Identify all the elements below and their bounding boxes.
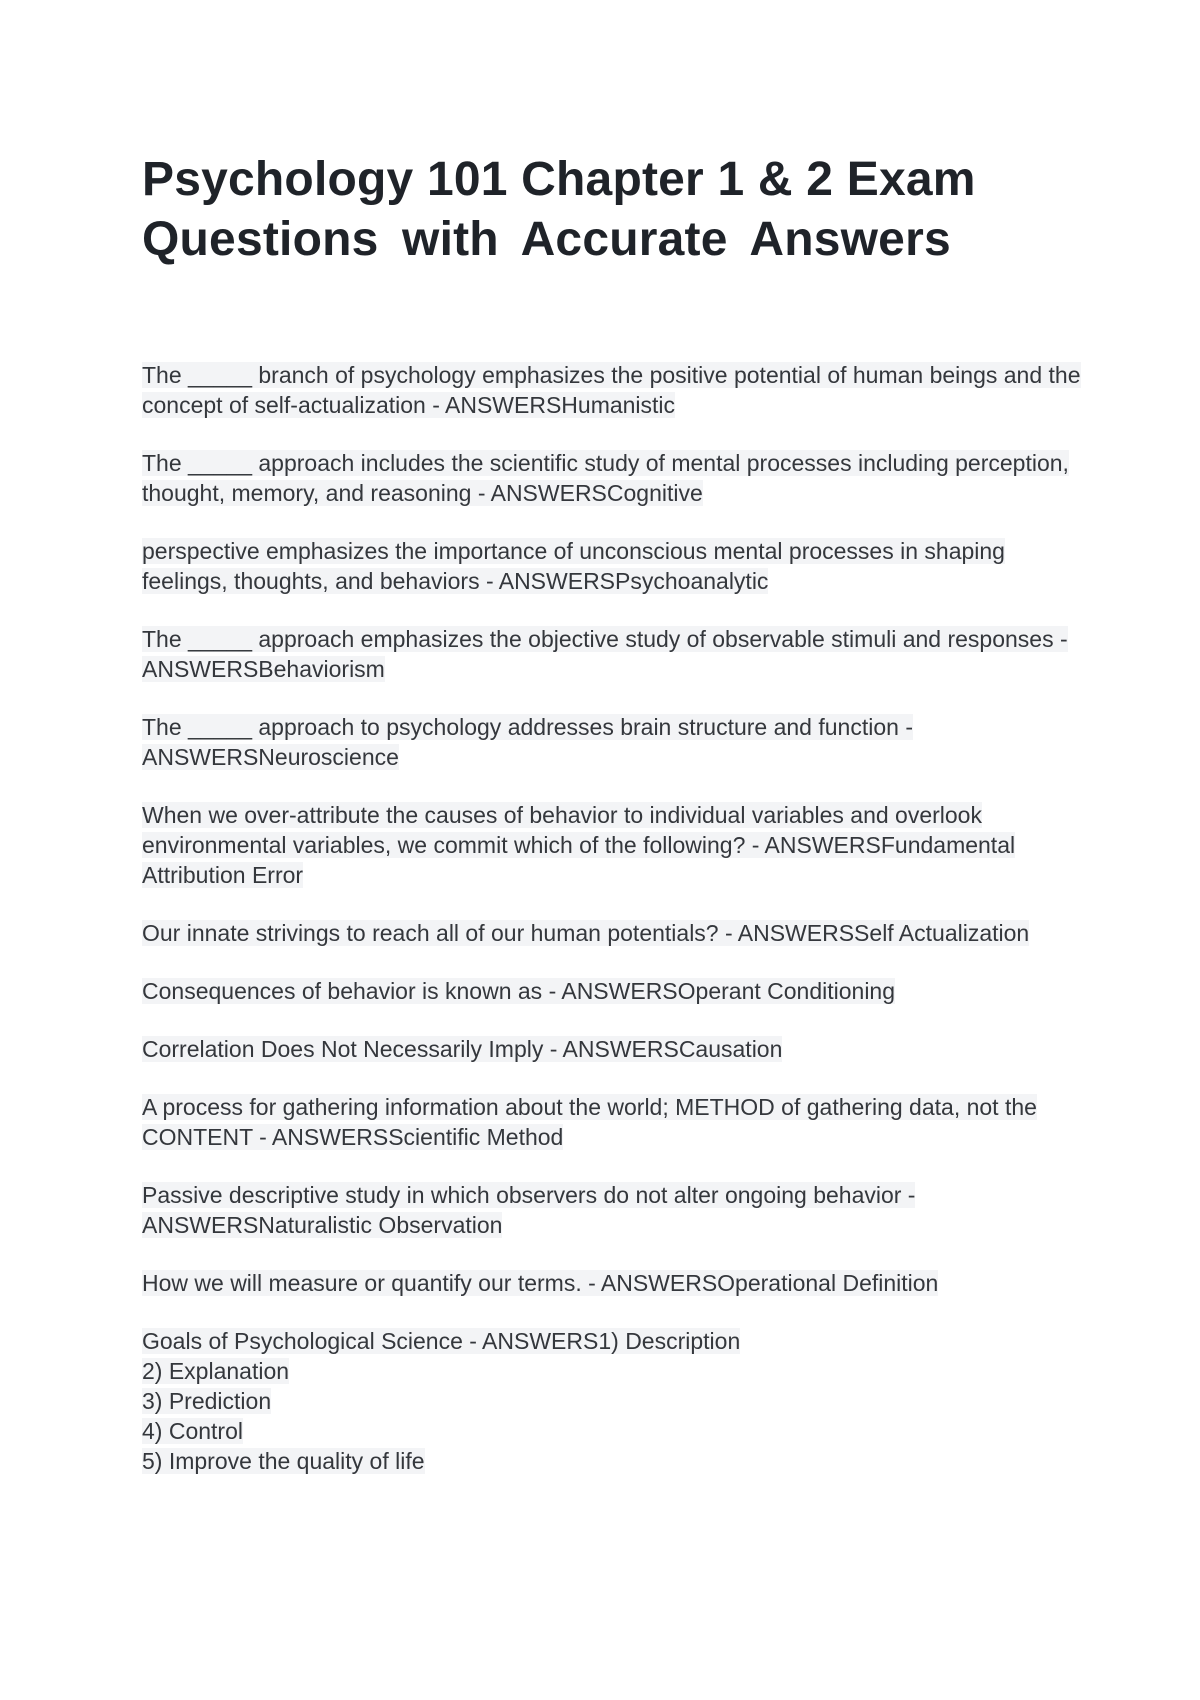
qa-text: How we will measure or quantify our terms. - ANSWERSOperational Definition [142,1270,939,1296]
qa-text: Consequences of behavior is known as - ANSWERSOperant Conditioning [142,978,896,1004]
goals-item [142,1326,1082,1476]
qa-text: The _____ approach includes the scientific study of mental processes including perception, thought, memory, and reasoning - ANSWERSCognitive [142,450,1069,506]
qa-text: perspective emphasizes the importance of unconscious mental processes in shaping feelings, thoughts, and behaviors - ANSWERSPsychoanalytic [142,538,1005,594]
qa-item [142,1180,1082,1240]
qa-item [142,536,1082,596]
qa-item [142,1092,1082,1152]
qa-text: Passive descriptive study in which observers do not alter ongoing behavior - ANSWERSNaturalistic Observation [142,1182,916,1238]
goal-text: 2) Explanation [142,1358,290,1384]
title-line-1: Psychology 101 Chapter 1 & 2 Exam [142,153,976,206]
goal-line [142,1446,1082,1476]
qa-item [142,624,1082,684]
goal-text: 4) Control [142,1418,243,1444]
qa-item [142,448,1082,508]
qa-list [142,360,1082,1476]
document-page [142,150,1082,1504]
qa-item [142,800,1082,890]
qa-item [142,976,1082,1006]
goal-line [142,1356,1082,1386]
qa-text: The _____ branch of psychology emphasizes the positive potential of human beings and the concept of self-actualization - ANSWERSHumanistic [142,362,1081,418]
qa-item [142,1034,1082,1064]
goal-text: 5) Improve the quality of life [142,1448,425,1474]
qa-item [142,712,1082,772]
qa-item [142,1268,1082,1298]
goal-line [142,1326,1082,1356]
title-line-2: Questions with Accurate Answers [142,213,951,266]
qa-text: Our innate strivings to reach all of our human potentials? - ANSWERSSelf Actualization [142,920,1030,946]
qa-text: A process for gathering information about the world; METHOD of gathering data, not the CONTENT - ANSWERSScientific Method [142,1094,1037,1150]
qa-text: When we over-attribute the causes of behavior to individual variables and overlook environmental variables, we commit which of the following? - ANSWERSFundamental Attribution Error [142,802,1016,888]
qa-text: The _____ approach to psychology addresses brain structure and function - ANSWERSNeuroscience [142,714,913,770]
goal-text: Goals of Psychological Science - ANSWERS1) Description [142,1328,741,1354]
goal-text: 3) Prediction [142,1388,272,1414]
goal-line [142,1386,1082,1416]
qa-text: Correlation Does Not Necessarily Imply - ANSWERSCausation [142,1036,783,1062]
qa-item [142,360,1082,420]
goal-line [142,1416,1082,1446]
qa-item [142,918,1082,948]
qa-text: The _____ approach emphasizes the objective study of observable stimuli and responses - ANSWERSBehaviorism [142,626,1068,682]
document-title [142,150,1082,270]
